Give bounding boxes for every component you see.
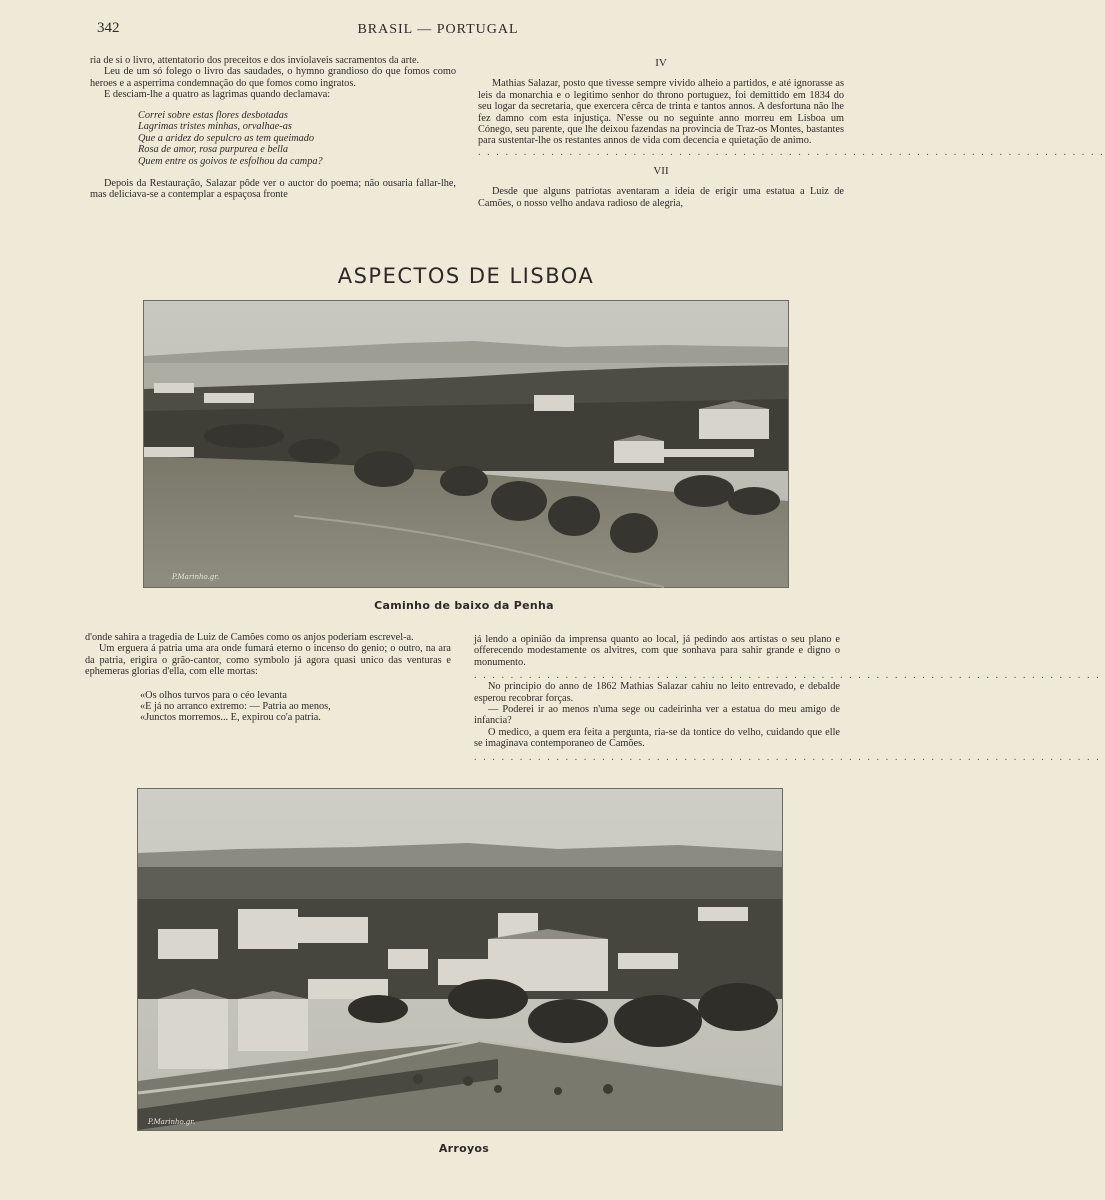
paragraph: — Poderei ir ao menos n'uma sege ou cadeirinha ver a estatua do meu amigo de infancia? (474, 704, 840, 727)
verse-line: Rosa de amor, rosa purpurea e bella (138, 144, 288, 156)
landscape-photo (143, 300, 789, 588)
photo-caption: Arroyos (438, 1142, 490, 1155)
running-title: BRASIL — PORTUGAL (357, 22, 519, 37)
paragraph: Leu de um só folego o livro das saudades, o hymno grandioso do que fomos como heroes e a asperrima condemnação do que fomos como ingratos. (90, 66, 456, 89)
section-number: VII (653, 164, 669, 177)
cityscape-photo (137, 788, 783, 1131)
verse-line: Quem entre os goivos te esfolhou da campa? (138, 156, 323, 167)
paragraph: Um erguera á patria uma ara onde fumará eterno o incenso do genio; o outro, na ara da patria, erigira o grão-cantor, como symbolo já agora quasi unico das venturas e ephemeras glorias d'ella, com elle mortas: (85, 643, 451, 678)
paragraph: O medico, a quem era feita a pergunta, ria-se da tontice do velho, cuidando que elle se imaginava contemporaneo de Camões. (474, 726, 840, 750)
bottom-left-column (85, 632, 451, 724)
bottom-right-column (474, 634, 1101, 763)
quote-block (140, 690, 451, 724)
paragraph: d'onde sahira a tragedia de Luiz de Camões como os anjos poderiam escrevel-a. (85, 632, 414, 643)
verse-line: Que a aridez do sepulcro as tem queimado (138, 132, 315, 144)
quote-line: «Junctos morremos... E, expirou co'a patria. (140, 712, 321, 724)
verse-block (138, 110, 456, 168)
verse-line: Correi sobre estas flores desbotadas (138, 109, 288, 121)
paragraph: Mathias Salazar, posto que tivesse sempre vivido alheio a partidos, e até ignorasse as leis da monarchia e o legitimo senhor do throno portuguez, foi demittido em 1834 do seu logar da secretaria, que exercera cêrca de trinta e tantos annos. A desfortuna não lhe fez damno com esta injustiça. N'esse ou no seguinte anno morreu em Lisboa um Cónego, seu parente, que lhe deixou fazendas na provincia de Traz-os Montes, bastantes para sustentar-lhe os restantes annos de vida com decencia e quietação de animo. (478, 78, 844, 147)
page-number: 342 (97, 20, 120, 36)
ellipsis-divider: . . . . . . . . . . . . . . . . . . . . . . . . . . . . . . . . . . . . . . . . . . . . . . . . . . . . . . . . . . . . . . . . . . . . . (474, 670, 1101, 682)
paragraph: Desde que alguns patriotas aventaram a ideia de erigir uma estatua a Luiz de Camões, o nosso velho andava radioso de alegria, (478, 186, 844, 209)
verse-line: Lagrimas tristes minhas, orvalhae-as (138, 121, 292, 133)
paragraph: já lendo a opinião da imprensa quanto ao local, já pedindo aos artistas o seu plano e offerecendo modestamente os alvitres, com que sonhava para sahir grande e digno o monumento. (474, 634, 840, 668)
photo-penha-image (144, 301, 788, 587)
section-number: IV (655, 57, 667, 69)
quote-line: «Os olhos turvos para o céo levanta (140, 689, 287, 701)
photo-signature: P.Marinho.gr. (148, 1118, 196, 1126)
top-left-column (90, 55, 456, 200)
paragraph: E desciam-lhe a quatro as lagrimas quando declamava: (104, 89, 331, 101)
ellipsis-divider: . . . . . . . . . . . . . . . . . . . . . . . . . . . . . . . . . . . . . . . . . . . . . . . . . . . . . . . . . . . . . . . . . . . . . (478, 146, 1105, 158)
photo-caption: Caminho de baixo da Penha (374, 599, 554, 612)
ellipsis-divider: . . . . . . . . . . . . . . . . . . . . . . . . . . . . . . . . . . . . . . . . . . . . . . . . . . . . . . . . . . . . . . . . . . . . . (474, 751, 1101, 763)
paragraph: Depois da Restauração, Salazar pôde ver o auctor do poema; não ousaria fallar-lhe, mas deliciava-se a contemplar a espaçosa fronte (90, 177, 456, 200)
photo-signature: P.Marinho.gr. (172, 573, 220, 581)
paragraph: ria de si o livro, attentatorio dos preceitos e dos inviolaveis sacramentos da arte. (90, 55, 420, 66)
quote-line: «E já no arranco extremo: — Patria ao menos, (140, 701, 331, 713)
section-heading: ASPECTOS DE LISBOA (337, 264, 595, 288)
photo-arroyos-image (138, 789, 782, 1130)
top-right-column (478, 57, 1105, 209)
paragraph: No principio do anno de 1862 Mathias Salazar cahiu no leito entrevado, e debalde esperou recobrar forças. (474, 681, 840, 704)
